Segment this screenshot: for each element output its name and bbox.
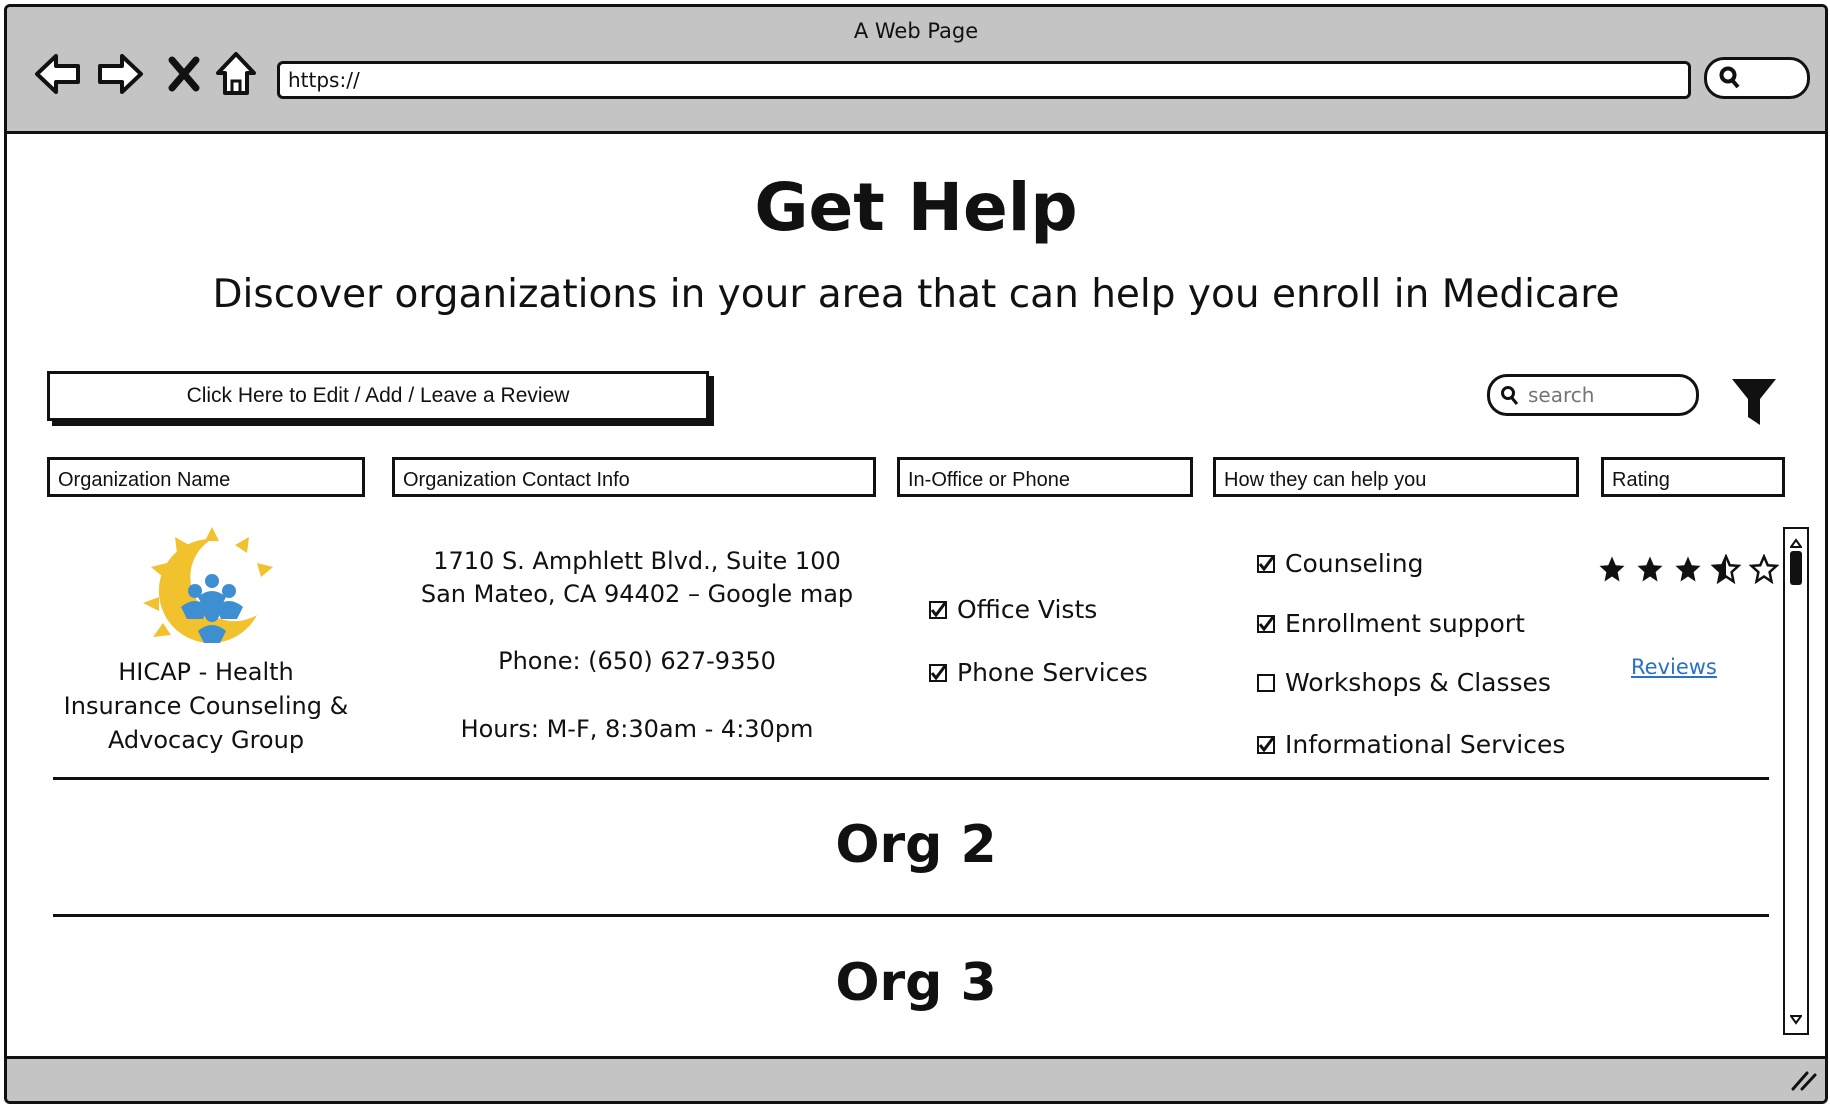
search-icon bbox=[1500, 385, 1520, 411]
close-icon[interactable] bbox=[159, 49, 209, 99]
results-scrollbar[interactable] bbox=[1783, 527, 1809, 1035]
checkbox-checked[interactable] bbox=[1257, 615, 1275, 633]
url-bar[interactable]: https:// bbox=[277, 61, 1691, 99]
help-type-workshops-classes[interactable]: Workshops & Classes bbox=[1257, 668, 1551, 697]
search-icon bbox=[1719, 66, 1741, 94]
column-header-rating[interactable]: Rating bbox=[1601, 457, 1785, 497]
search-field[interactable] bbox=[1487, 374, 1699, 416]
resize-grip-icon[interactable] bbox=[1789, 1067, 1817, 1095]
reviews-link[interactable]: Reviews bbox=[1631, 655, 1717, 679]
checkbox-unchecked[interactable] bbox=[1257, 674, 1275, 692]
checkbox-checked[interactable] bbox=[929, 601, 947, 619]
hicap-logo bbox=[137, 519, 287, 663]
filter-icon[interactable] bbox=[1730, 377, 1778, 431]
page-title: Get Help bbox=[754, 169, 1078, 246]
star-filled-icon bbox=[1673, 554, 1703, 584]
help-type-informational-services[interactable]: Informational Services bbox=[1257, 730, 1565, 759]
phone-number: Phone: (650) 627-9350 bbox=[498, 647, 776, 675]
checkbox-checked[interactable] bbox=[1257, 555, 1275, 573]
scroll-up-arrow-icon[interactable] bbox=[1790, 533, 1802, 552]
column-header-office-or-phone[interactable]: In-Office or Phone bbox=[897, 457, 1193, 497]
checkbox-checked[interactable] bbox=[929, 664, 947, 682]
service-mode-phone-services[interactable]: Phone Services bbox=[929, 658, 1148, 687]
service-mode-office-visits[interactable]: Office Vists bbox=[929, 595, 1097, 624]
scroll-down-arrow-icon[interactable] bbox=[1790, 1010, 1802, 1029]
help-type-counseling[interactable]: Counseling bbox=[1257, 549, 1423, 578]
checkbox-checked[interactable] bbox=[1257, 736, 1275, 754]
scrollbar-thumb[interactable] bbox=[1790, 551, 1802, 585]
star-rating bbox=[1597, 554, 1779, 584]
row-divider bbox=[53, 777, 1769, 780]
help-type-enrollment-support[interactable]: Enrollment support bbox=[1257, 609, 1525, 638]
browser-window bbox=[4, 4, 1828, 1104]
window-title: A Web Page bbox=[853, 19, 979, 43]
browser-toolbar bbox=[7, 7, 1825, 134]
star-empty-icon bbox=[1749, 554, 1779, 584]
star-filled-icon bbox=[1635, 554, 1665, 584]
edit-add-review-button[interactable]: Click Here to Edit / Add / Leave a Review bbox=[47, 371, 709, 421]
star-filled-icon bbox=[1597, 554, 1627, 584]
search-input[interactable] bbox=[1526, 381, 1690, 409]
column-header-organization-name[interactable]: Organization Name bbox=[47, 457, 365, 497]
browser-status-bar bbox=[7, 1056, 1825, 1101]
org-name: HICAP - Health Insurance Counseling & Advocacy Group bbox=[63, 658, 349, 754]
column-header-how-they-help[interactable]: How they can help you bbox=[1213, 457, 1579, 497]
address-line-2[interactable]: San Mateo, CA 94402 – Google map bbox=[420, 580, 854, 608]
back-arrow-icon[interactable] bbox=[33, 49, 83, 99]
column-header-contact-info[interactable]: Organization Contact Info bbox=[392, 457, 876, 497]
browser-search-button[interactable] bbox=[1704, 57, 1810, 99]
address-line-1: 1710 S. Amphlett Blvd., Suite 100 bbox=[433, 547, 841, 575]
org-3-row[interactable]: Org 3 bbox=[835, 953, 997, 1013]
forward-arrow-icon[interactable] bbox=[95, 49, 145, 99]
org-2-row[interactable]: Org 2 bbox=[835, 815, 997, 875]
star-half-icon bbox=[1711, 554, 1741, 584]
page-subtitle: Discover organizations in your area that can help you enroll in Medicare bbox=[212, 272, 1620, 317]
row-divider bbox=[53, 914, 1769, 917]
home-icon[interactable] bbox=[211, 49, 261, 99]
office-hours: Hours: M-F, 8:30am - 4:30pm bbox=[460, 715, 814, 743]
